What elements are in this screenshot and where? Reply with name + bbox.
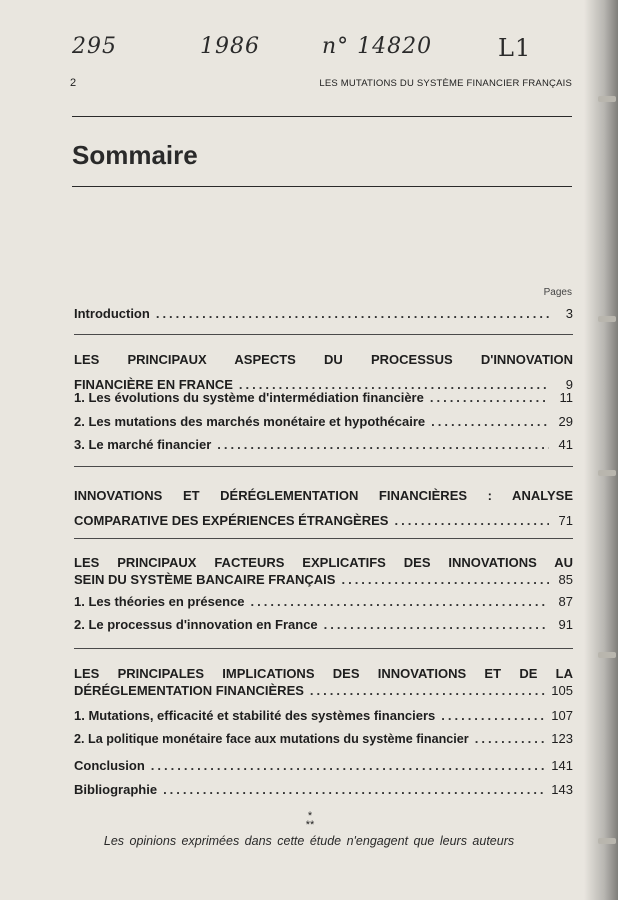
page-binding-shadow (584, 0, 618, 900)
toc-entry-bibliographie (74, 781, 573, 798)
dot-leader (217, 436, 549, 453)
running-head: LES MUTATIONS DU SYSTÈME FINANCIER FRANÇAIS (319, 78, 572, 89)
section-divider (74, 538, 573, 539)
handwritten-code: L1 (498, 34, 532, 62)
page-number: 2 (70, 77, 77, 89)
toc-part-1 (74, 351, 573, 393)
binding-staple (598, 316, 616, 322)
handwritten-number: n° 14820 (322, 34, 433, 59)
dot-leader (475, 730, 546, 747)
asterism (300, 812, 320, 830)
toc-entry-page: 141 (551, 758, 573, 773)
toc-part-heading-line: COMPARATIVE DES EXPÉRIENCES ÉTRANGÈRES (74, 513, 389, 528)
binding-staple (598, 96, 616, 102)
toc-entry-conclusion (74, 757, 573, 774)
toc-entry-page: 3 (565, 306, 573, 321)
section-divider (74, 334, 573, 335)
dot-leader (431, 413, 549, 430)
toc-entry-label: 1. Les évolutions du système d'intermédiation financière (74, 390, 424, 405)
toc-part-heading-line: DÉRÉGLEMENTATION FINANCIÈRES (74, 683, 304, 698)
handwritten-year: 1986 (200, 34, 260, 59)
title-rule-top (72, 116, 572, 117)
toc-entry-page: 91 (558, 617, 573, 632)
binding-staple (598, 470, 616, 476)
dot-leader (163, 781, 545, 798)
section-divider (74, 466, 573, 467)
toc-item (74, 616, 573, 633)
dot-leader (394, 512, 549, 529)
disclaimer-note: Les opinions exprimées dans cette étude n'engagent que leurs auteurs (103, 834, 515, 848)
toc-part-heading-line: FINANCIÈRE EN FRANCE (74, 377, 233, 392)
toc-entry-page: 71 (558, 513, 573, 528)
toc-part-heading-line: INNOVATIONS ET DÉRÉGLEMENTATION FINANCIÈRES : ANALYSE (74, 488, 573, 503)
toc-entry-label: Bibliographie (74, 782, 158, 797)
toc-item (74, 593, 573, 610)
section-divider (74, 648, 573, 649)
pages-column-label: Pages (543, 287, 572, 298)
toc-entry-label: 1. Mutations, efficacité et stabilité des systèmes financiers (74, 708, 436, 723)
toc-item (74, 707, 573, 724)
toc-entry-page: 87 (558, 594, 573, 609)
dot-leader (310, 682, 545, 699)
toc-entry-label: 2. Le processus d'innovation en France (74, 617, 318, 632)
toc-item (74, 436, 573, 453)
title-rule-bottom (72, 186, 572, 187)
toc-entry-page: 107 (551, 708, 573, 723)
toc-entry-label: Introduction (74, 306, 150, 321)
toc-entry-label: 2. Les mutations des marchés monétaire et hypothécaire (74, 414, 426, 429)
toc-entry-label: 3. Le marché financier (74, 437, 212, 452)
dot-leader (251, 593, 549, 610)
asterism-bottom: ** (305, 819, 315, 831)
toc-item (74, 389, 573, 406)
dot-leader (151, 757, 546, 774)
page-title: Sommaire (72, 140, 198, 170)
toc-part-heading-line: SEIN DU SYSTÈME BANCAIRE FRANÇAIS (74, 572, 336, 587)
dot-leader (324, 616, 549, 633)
toc-part-3 (74, 554, 573, 588)
toc-entry-page: 143 (551, 782, 573, 797)
toc-part-heading-line: LES PRINCIPAUX ASPECTS DU PROCESSUS D'INNOVATION (74, 352, 573, 367)
toc-entry-page: 85 (558, 572, 573, 587)
toc-entry-introduction (74, 305, 573, 322)
toc-part-4 (74, 665, 573, 699)
toc-entry-page: 105 (551, 683, 573, 698)
dot-leader (441, 707, 545, 724)
dot-leader (156, 305, 549, 322)
toc-entry-label: 1. Les théories en présence (74, 594, 245, 609)
asterism-top: * (307, 810, 313, 822)
toc-part-heading-line: LES PRINCIPALES IMPLICATIONS DES INNOVATIONS ET DE LA (74, 666, 573, 681)
toc-part-heading-line: LES PRINCIPAUX FACTEURS EXPLICATIFS DES INNOVATIONS AU (74, 555, 573, 570)
toc-entry-page: 9 (565, 377, 573, 392)
toc-entry-page: 11 (559, 390, 573, 405)
toc-entry-page: 123 (551, 731, 573, 746)
toc-item (74, 730, 573, 748)
binding-staple (598, 652, 616, 658)
toc-part-2 (74, 487, 573, 529)
toc-entry-label: 2. La politique monétaire face aux mutations du système financier (74, 732, 469, 746)
toc-entry-page: 29 (558, 414, 573, 429)
toc-item (74, 413, 573, 430)
toc-entry-page: 41 (558, 437, 573, 452)
dot-leader (341, 571, 549, 588)
handwritten-note: 295 (72, 34, 117, 59)
toc-entry-label: Conclusion (74, 758, 145, 773)
dot-leader (430, 389, 549, 406)
